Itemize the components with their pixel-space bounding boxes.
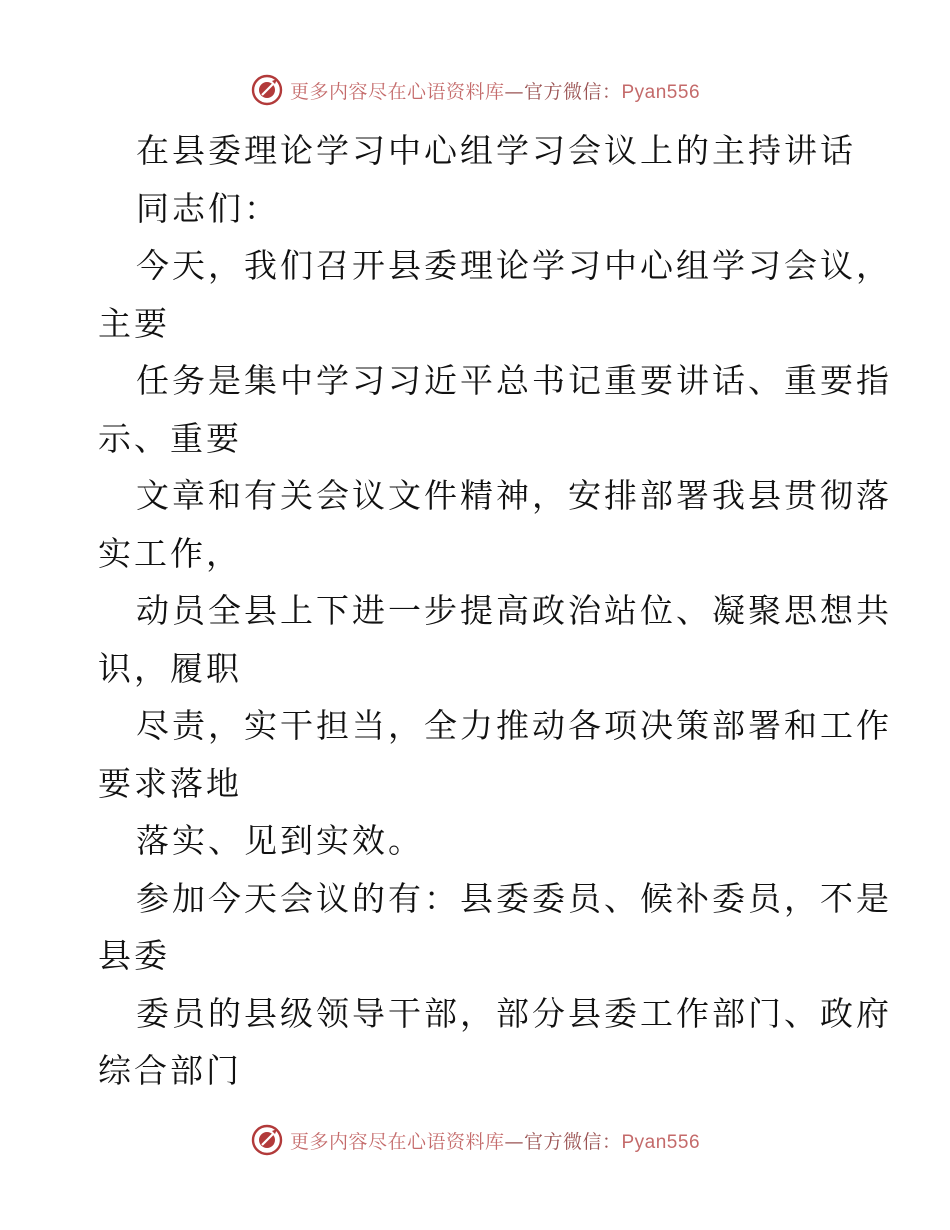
footer-banner-sep: —官方微信： [504, 1130, 622, 1153]
logo-icon [250, 73, 284, 107]
paragraph-line: 识，履职 [98, 648, 242, 688]
header-banner-main: 更多内容尽在心语资料库 [289, 80, 505, 103]
footer-banner-id: Pyan556 [621, 1131, 701, 1153]
paragraph-line: 任务是集中学习习近平总书记重要讲话、重要指 [136, 361, 892, 400]
paragraph-line: 今天，我们召开县委理论学习中心组学习会议， [136, 246, 892, 285]
header-banner-id: Pyan556 [621, 81, 701, 103]
footer-banner-text [290, 1127, 700, 1154]
paragraph-line: 要求落地 [98, 763, 242, 803]
paragraph-line: 委员的县级领导干部，部分县委工作部门、政府 [136, 993, 892, 1033]
footer-banner-main: 更多内容尽在心语资料库 [289, 1130, 505, 1153]
document-title: 在县委理论学习中心组学习会议上的主持讲话 [136, 131, 856, 170]
paragraph-line: 动员全县上下进一步提高政治站位、凝聚思想共 [136, 591, 892, 630]
paragraph-line: 主要 [98, 303, 170, 343]
paragraph-line: 尽责，实干担当，全力推动各项决策部署和工作 [136, 706, 892, 745]
paragraph-line: 文章和有关会议文件精神，安排部署我县贯彻落 [136, 476, 892, 515]
header-banner [0, 70, 950, 110]
paragraph-line: 示、重要 [98, 418, 242, 458]
salutation: 同志们： [136, 188, 280, 228]
paragraph-line: 综合部门 [98, 1051, 242, 1090]
paragraph-line: 落实、见到实效。 [136, 821, 424, 860]
document-body [98, 122, 892, 1100]
paragraph-line: 县委 [98, 936, 170, 975]
paragraph-line: 实工作， [98, 533, 242, 573]
paragraph-line: 参加今天会议的有：县委委员、候补委员，不是 [136, 878, 892, 918]
logo-icon [250, 1123, 284, 1157]
header-banner-sep: —官方微信： [504, 80, 622, 103]
footer-banner [0, 1120, 950, 1160]
header-banner-text [290, 77, 700, 104]
